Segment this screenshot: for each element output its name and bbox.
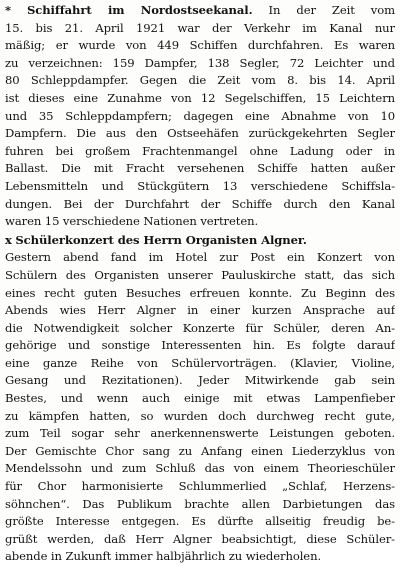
- article-headline: Schülerkonzert des Herrn Organisten Algner.: [15, 232, 307, 247]
- article-line: ist dieses eine Zunahme von 12 Segelschiffen, 15 Leichtern: [5, 90, 395, 105]
- article-line: Mendelssohn und zum Schluß das von einem Theorieschüler: [5, 461, 395, 476]
- article-line: Bestes, und wenn auch einige mit etwas Lampenfieber: [5, 391, 395, 406]
- article-line-text: In der Zeit vom: [252, 3, 395, 17]
- article-line: Gesang und Rezitationen). Jeder Mitwirkende gab sein: [5, 373, 395, 388]
- article-line: waren 15 verschiedene Nationen vertreten.: [5, 214, 259, 229]
- article-line: gehörige und sonstige Interessenten hin. Es folgte darauf: [5, 338, 395, 353]
- article-line: dungen. Bei der Durchfahrt der Schiffe durch den Kanal: [5, 196, 395, 211]
- article-line: 80 Schleppdampfer. Gegen die Zeit vom 8. bis 14. April: [5, 73, 395, 88]
- article-line: 15. bis 21. April 1921 war der Verkehr im Kanal nur: [5, 20, 395, 35]
- article-marker: x: [5, 232, 12, 247]
- article-marker: *: [5, 3, 11, 17]
- article-line: zum Teil sogar sehr anerkennenswerte Leistungen geboten.: [5, 426, 395, 441]
- article-line: fuhren bei großem Frachtenmangel ohne Ladung oder in: [5, 143, 395, 158]
- article-line: mäßig; er wurde von 449 Schiffen durchfahren. Es waren: [5, 38, 395, 53]
- article-line: [5, 2, 395, 20]
- article-headline-line: [5, 232, 395, 250]
- article-line: grüßt werden, daß Herr Algner beabsichtigt, diese Schüler-: [5, 531, 395, 546]
- article-line: Der Gemischte Chor sang zu Anfang einen Liederzyklus von: [5, 443, 395, 458]
- article-line: die Notwendigkeit solcher Konzerte für Schüler, deren An-: [5, 320, 395, 335]
- article-line: abende in Zukunft immer halbjährlich zu wiederholen.: [5, 549, 322, 564]
- article-line: und 35 Schleppdampfern; dagegen eine Abnahme von 10: [5, 108, 395, 123]
- article-line: Abends wies Herr Algner in einer kurzen Ansprache auf: [5, 303, 395, 318]
- article-line: Lebensmitteln und Stückgütern 13 verschiedene Schiffsla-: [5, 178, 395, 193]
- article-line: Schülern des Organisten unserer Pauluskirche statt, das sich: [5, 267, 395, 282]
- article-shipping: [5, 2, 395, 231]
- article-line: zu kämpfen hatten, so wurden doch durchweg recht gute,: [5, 408, 395, 423]
- article-line: für Chor harmonisierte Schlummerlied „Schlaf, Herzens-: [5, 479, 395, 494]
- article-concert: [5, 232, 395, 566]
- article-line: Dampfern. Die aus den Ostseehäfen zurückgekehrten Segler: [5, 126, 395, 141]
- article-headline: Schiffahrt im Nordostseekanal.: [26, 3, 253, 17]
- article-line: Gestern abend fand im Hotel zur Post ein Konzert von: [5, 250, 395, 265]
- article-line: größte Interesse entgegen. Es dürfte allseitig freudig be-: [5, 514, 395, 529]
- article-line: eine ganze Reihe von Schülervorträgen. (Klavier, Violine,: [5, 355, 395, 370]
- article-line: zu verzeichnen: 159 Dampfer, 138 Segler, 72 Leichter und: [5, 55, 395, 70]
- article-line: Ballast. Die mit Fracht versehenen Schiffe hatten außer: [5, 161, 395, 176]
- article-line: söhnchen“. Das Publikum brachte allen Darbietungen das: [5, 496, 395, 511]
- article-line: eines recht guten Besuches erfreuen konnte. Zu Beginn des: [5, 285, 395, 300]
